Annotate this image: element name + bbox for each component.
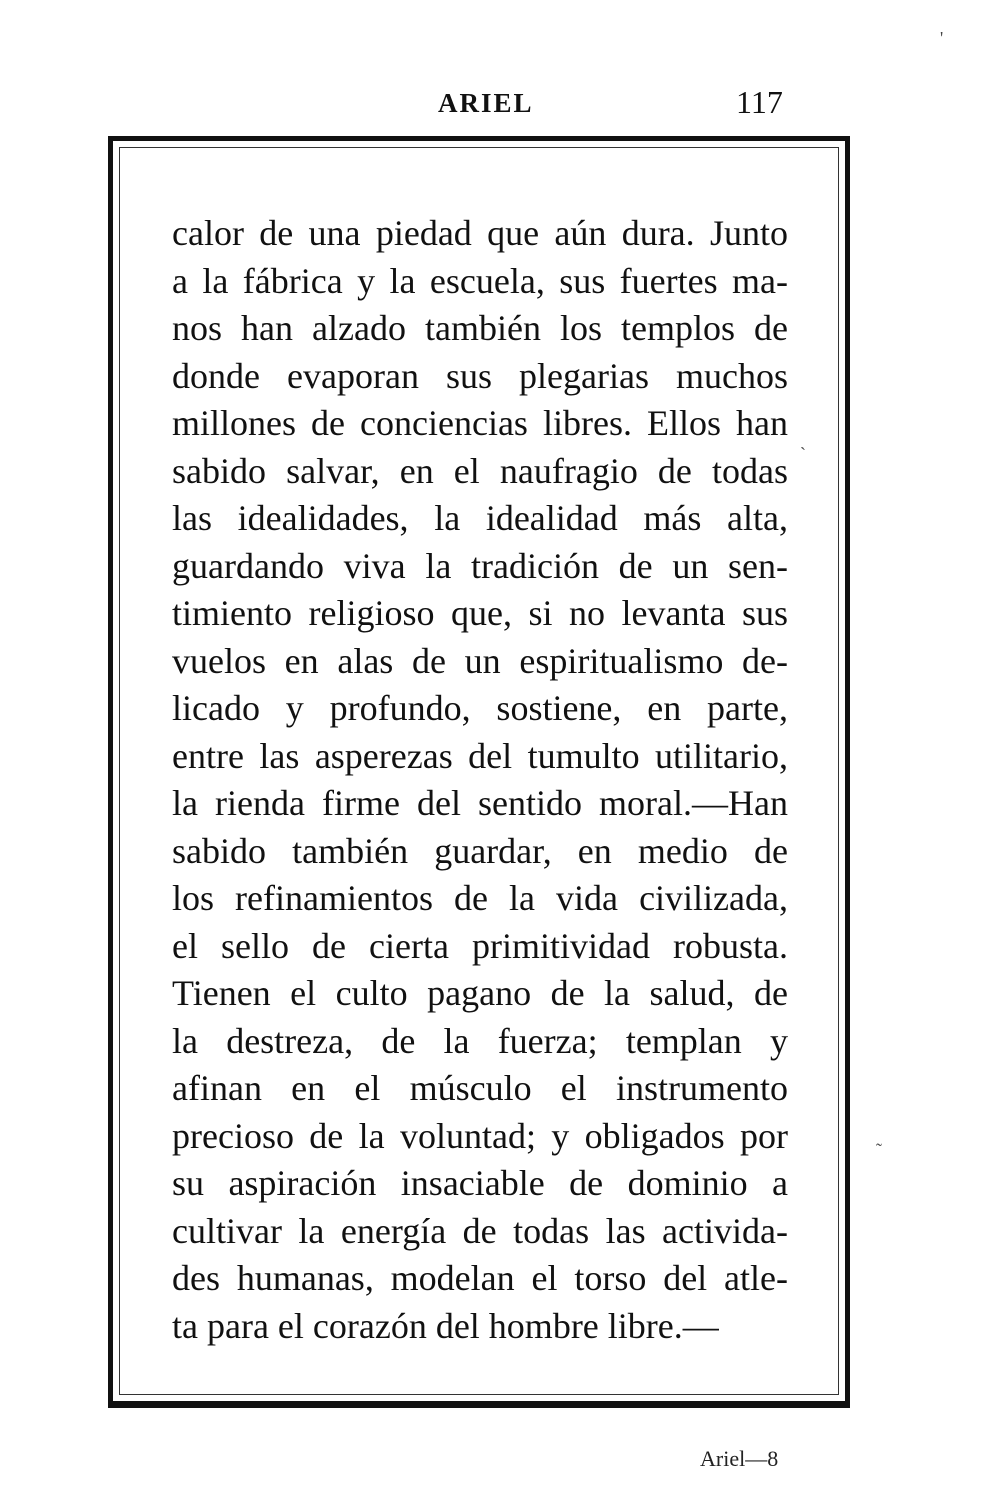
page-header	[0, 84, 1000, 124]
text-line: Tienen el culto pagano de la salud, de	[172, 973, 788, 1013]
print-speck: ˎ	[800, 430, 806, 450]
text-line: los refinamientos de la vida civilizada,	[172, 878, 788, 918]
text-line: entre las asperezas del tumulto utilitario,	[172, 735, 788, 776]
text-line: ta para el corazón del hombre libre.—	[172, 1305, 719, 1346]
text-line: su aspiración insaciable de dominio a	[172, 1163, 788, 1203]
text-line: licado y profundo, sostiene, en parte,	[172, 688, 788, 728]
text-line: cultivar la energía de todas las activida-	[172, 1210, 788, 1251]
text-line: timiento religioso que, si no levanta sus	[172, 593, 788, 633]
text-line: el sello de cierta primitividad robusta.	[172, 925, 788, 966]
text-line: vuelos en alas de un espiritualismo de-	[172, 640, 788, 681]
running-title: ARIEL	[438, 88, 534, 118]
text-line: la rienda firme del sentido moral.—Han	[172, 783, 788, 823]
signature-mark: Ariel—8	[700, 1446, 779, 1471]
print-speck: '	[940, 28, 944, 48]
text-line: a la fábrica y la escuela, sus fuertes ma-	[172, 260, 788, 301]
text-line: millones de conciencias libres. Ellos han	[172, 403, 788, 443]
page-number: 117	[736, 84, 783, 120]
text-line: sabido también guardar, en medio de	[172, 830, 788, 871]
text-line: donde evaporan sus plegarias muchos	[172, 355, 788, 396]
text-line: nos han alzado también los templos de	[172, 308, 788, 348]
print-speck: ˜	[876, 1140, 882, 1160]
body-text	[172, 210, 788, 1350]
text-line: des humanas, modelan el torso del atle-	[172, 1258, 788, 1298]
text-line: la destreza, de la fuerza; templan y	[172, 1020, 788, 1061]
text-line: guardando viva la tradición de un sen-	[172, 545, 788, 586]
text-line: sabido salvar, en el naufragio de todas	[172, 450, 788, 491]
text-line: calor de una piedad que aún dura. Junto	[172, 213, 788, 253]
text-line: las idealidades, la idealidad más alta,	[172, 498, 788, 538]
text-line: afinan en el músculo el instrumento	[172, 1068, 788, 1108]
text-line: precioso de la voluntad; y obligados por	[172, 1115, 788, 1156]
